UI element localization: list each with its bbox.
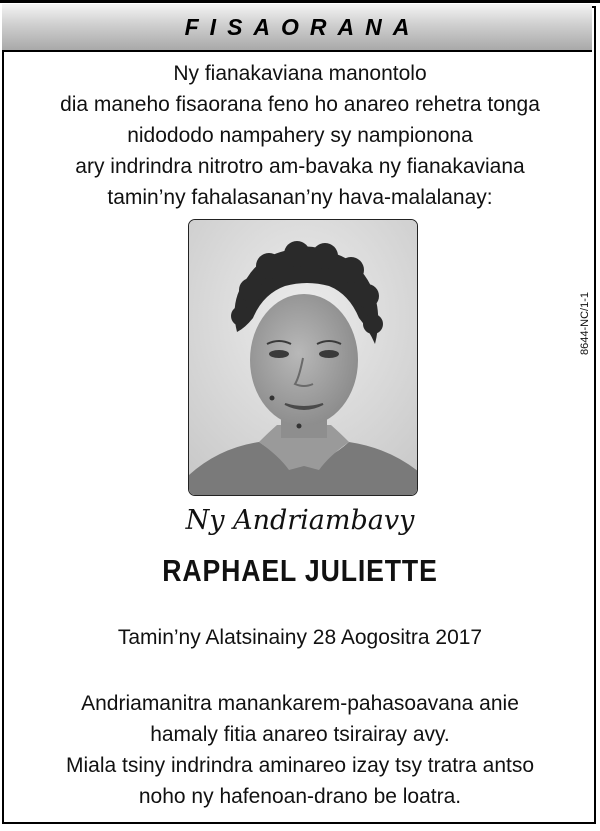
closing-line: Miala tsiny indrindra aminareo izay tsy tratra antso: [65, 754, 535, 777]
closing-text: [40, 688, 560, 812]
closing-line: noho ny hafenoan-drano be loatra.: [138, 785, 462, 808]
portrait-image: [189, 220, 418, 496]
closing-line: hamaly fitia anareo tsirairay avy.: [150, 723, 450, 746]
intro-line: ary indrindra nitrotro am-bavaka ny fianakaviana: [75, 155, 525, 178]
closing-line: Andriamanitra manankarem-pahasoavana anie: [81, 692, 519, 715]
intro-text: [40, 58, 560, 213]
header-bar: [2, 4, 592, 52]
intro-line: nidododo nampahery sy nampionona: [127, 124, 473, 147]
portrait-photo: [188, 219, 418, 496]
deceased-name: RAPHAEL JULIETTE: [162, 553, 438, 588]
date-line: Tamin’ny Alatsinainy 28 Aogositra 2017: [117, 626, 483, 649]
notice-title: FISAORANA: [184, 13, 421, 40]
intro-line: dia maneho fisaorana feno ho anareo rehetra tonga: [60, 93, 540, 116]
intro-line: Ny fianakaviana manontolo: [173, 62, 427, 85]
top-rule: [0, 0, 600, 3]
intro-line: tamin’ny fahalasanan’ny hava-malalanay:: [107, 186, 493, 209]
reference-code: 8644-NC/1-1: [579, 292, 591, 355]
honorific: Ny Andriambavy: [185, 505, 415, 536]
